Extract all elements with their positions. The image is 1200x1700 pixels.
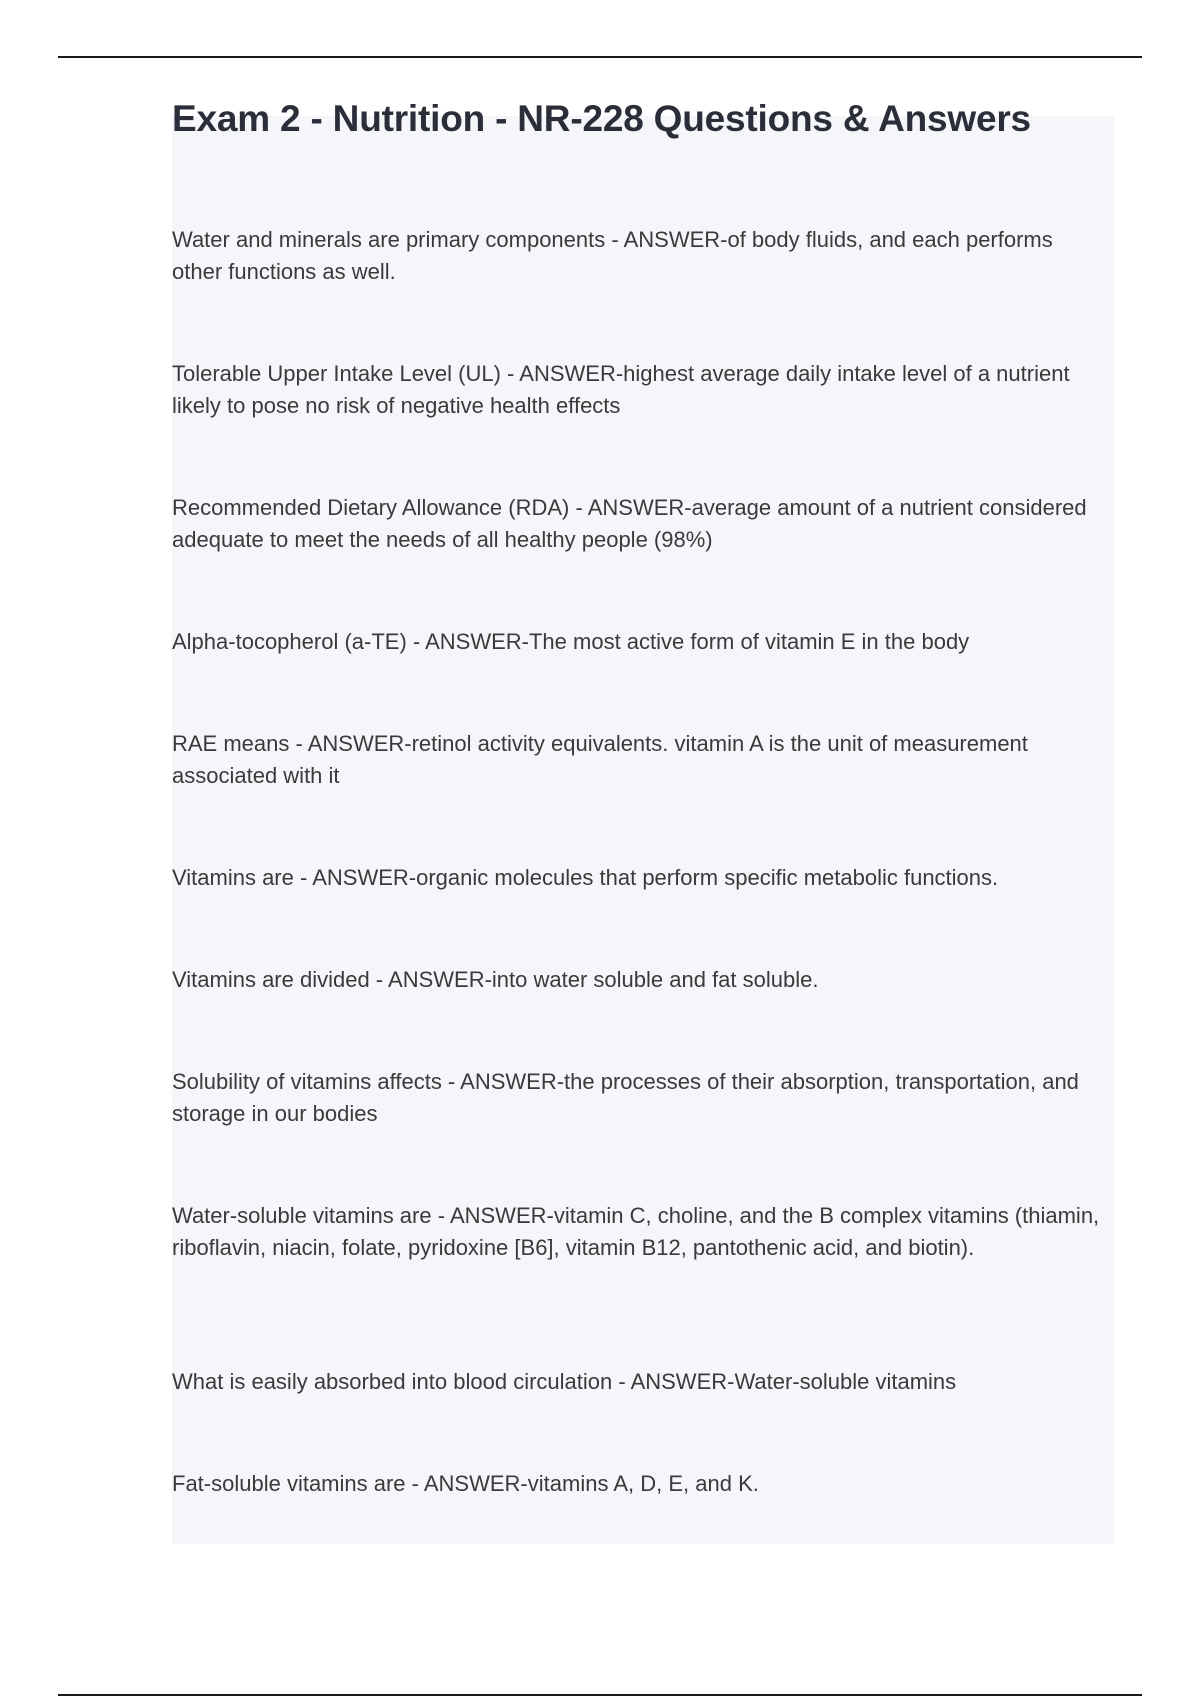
content-panel — [172, 116, 1114, 1544]
qa-item: Alpha-tocopherol (a-TE) - ANSWER-The most active form of vitamin E in the body — [172, 629, 970, 654]
qa-item: What is easily absorbed into blood circulation - ANSWER-Water-soluble vitamins — [172, 1369, 957, 1394]
bottom-rule — [58, 1694, 1142, 1696]
top-rule — [58, 56, 1142, 58]
qa-item: Recommended Dietary Allowance (RDA) - ANSWER-average amount of a nutrient considered adequate to meet the needs of all healthy people (98%) — [172, 495, 1087, 552]
qa-item: Tolerable Upper Intake Level (UL) - ANSWER-highest average daily intake level of a nutrient likely to pose no risk of negative health effects — [172, 361, 1070, 418]
qa-item: Solubility of vitamins affects - ANSWER-the processes of their absorption, transportation, and storage in our bodies — [172, 1069, 1079, 1126]
qa-item: Water-soluble vitamins are - ANSWER-vitamin C, choline, and the B complex vitamins (thiamin, riboflavin, niacin, folate, pyridoxine [B6], vitamin B12, pantothenic acid, and biotin). — [172, 1203, 1100, 1260]
page-title: Exam 2 - Nutrition - NR-228 Questions & Answers — [172, 98, 1031, 139]
qa-item: Vitamins are - ANSWER-organic molecules that perform specific metabolic functions. — [172, 865, 999, 890]
qa-item: Vitamins are divided - ANSWER-into water soluble and fat soluble. — [172, 967, 819, 992]
qa-item: Fat-soluble vitamins are - ANSWER-vitamins A, D, E, and K. — [172, 1471, 759, 1496]
qa-item: RAE means - ANSWER-retinol activity equivalents. vitamin A is the unit of measurement associated with it — [172, 731, 1028, 788]
qa-item: Water and minerals are primary components - ANSWER-of body fluids, and each performs other functions as well. — [172, 227, 1053, 284]
